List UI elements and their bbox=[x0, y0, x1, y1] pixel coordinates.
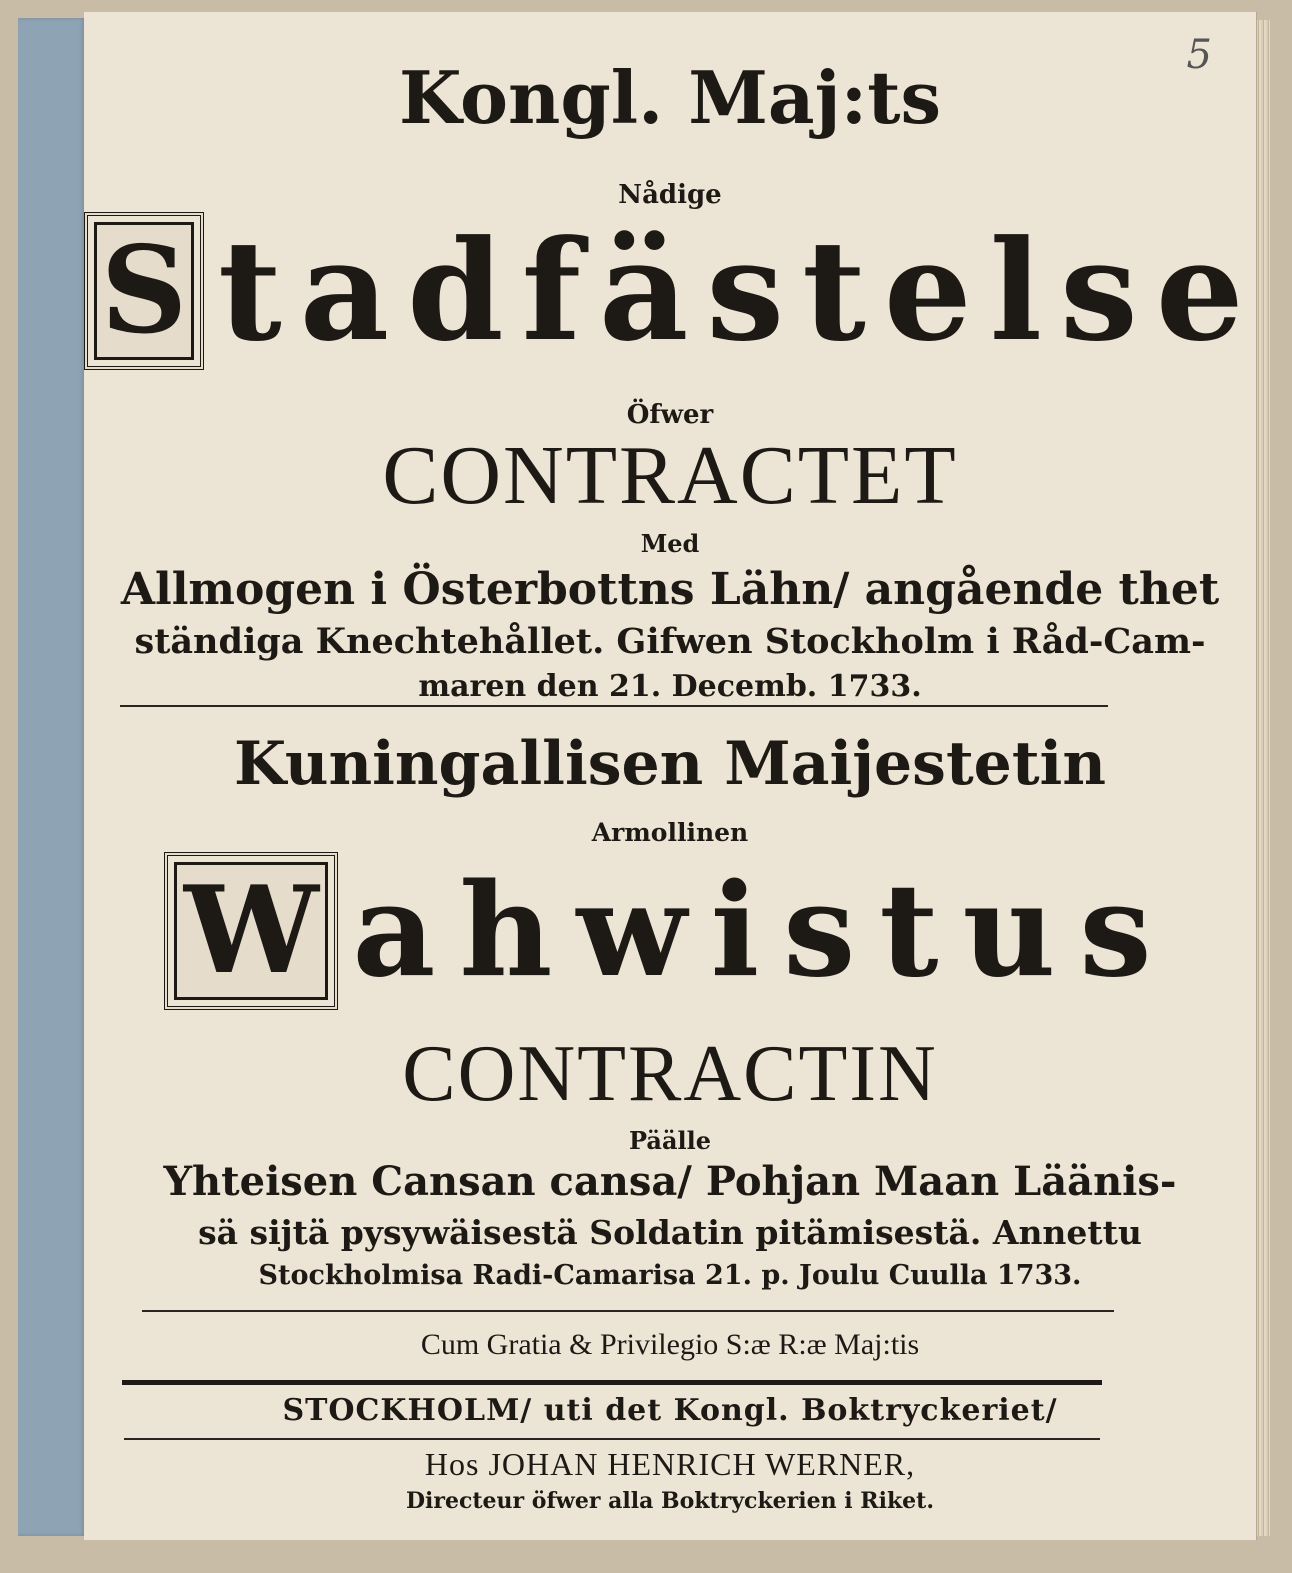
swedish-body-line-1: Allmogen i Österbottns Lähn/ angående thet bbox=[120, 564, 1220, 615]
title-page bbox=[84, 12, 1262, 1540]
margin-pencil-mark: 5 bbox=[1186, 32, 1212, 78]
imprint-place: STOCKHOLM/ uti det Kongl. Boktryckeriet/ bbox=[282, 1393, 1058, 1428]
swedish-connector: Öfwer bbox=[626, 400, 714, 430]
decorated-initial-s: S bbox=[84, 212, 204, 370]
finnish-roman-title: CONTRACTIN bbox=[402, 1030, 938, 1118]
finnish-subtitle: Armollinen bbox=[591, 818, 749, 847]
blue-cover-spine bbox=[18, 18, 86, 1536]
swedish-big-word-rest: tadfästelse bbox=[218, 209, 1262, 372]
imprint-printer: Hos JOHAN HENRICH WERNER, bbox=[424, 1446, 916, 1482]
finnish-connector: Päälle bbox=[628, 1126, 711, 1155]
imprint-role: Directeur öfwer alla Boktryckerien i Riket. bbox=[405, 1488, 935, 1514]
privilege-rule-top bbox=[142, 1310, 1114, 1312]
swedish-med: Med bbox=[640, 529, 700, 558]
finnish-body-line-1: Yhteisen Cansan cansa/ Pohjan Maan Läänis- bbox=[163, 1158, 1177, 1205]
finnish-title-line: Kuningallisen Maijestetin bbox=[234, 729, 1106, 799]
swedish-roman-title: CONTRACTET bbox=[382, 429, 958, 522]
privilege-line: Cum Gratia & Privilegio S:æ R:æ Maj:tis bbox=[420, 1328, 920, 1361]
swedish-title-line: Kongl. Maj:ts bbox=[399, 55, 941, 140]
finnish-body-line-2: sä sijtä pysywäisestä Soldatin pitämisestä. Annettu bbox=[198, 1213, 1142, 1252]
imprint-rule-thin bbox=[124, 1438, 1100, 1440]
swedish-subtitle: Nådige bbox=[618, 180, 722, 210]
imprint-rule-thick bbox=[122, 1380, 1102, 1385]
decorated-initial-w: W bbox=[164, 852, 338, 1010]
swedish-body-line-3: maren den 21. Decemb. 1733. bbox=[418, 669, 922, 704]
swedish-big-word bbox=[84, 209, 1262, 382]
finnish-big-word-rest: ahwistus bbox=[352, 856, 1176, 1006]
section-divider bbox=[120, 705, 1108, 707]
finnish-body-line-3: Stockholmisa Radi-Camarisa 21. p. Joulu Cuulla 1733. bbox=[258, 1260, 1082, 1291]
finnish-big-word bbox=[84, 852, 1256, 1022]
swedish-body-line-2: ständiga Knechtehållet. Gifwen Stockholm i Råd-Cam- bbox=[134, 621, 1206, 662]
